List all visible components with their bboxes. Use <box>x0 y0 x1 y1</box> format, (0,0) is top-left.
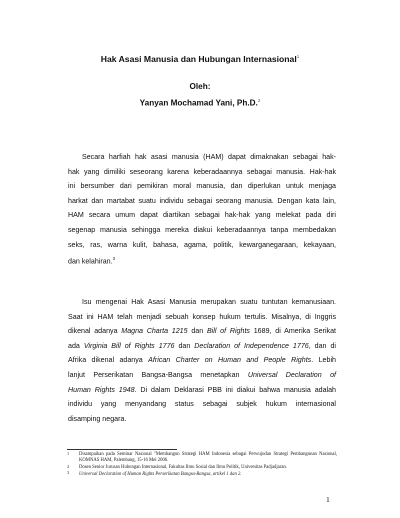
text-run: dikenal adanya <box>68 327 122 336</box>
footnote-1 <box>67 452 337 464</box>
footnote-number: 2 <box>67 463 70 469</box>
footnote-2 <box>67 465 337 471</box>
paragraph-2 <box>68 295 336 426</box>
paragraph-1-line: hak yang dimiliki seseorang karena keberadaannya sebagai manusia. Hak-hak <box>68 167 336 176</box>
paragraph-2-line: individu yang menyandang status sebagai subjek hukum internasional <box>68 400 336 409</box>
italic-text: Bill of Rights <box>206 327 250 336</box>
text-run: ada <box>68 341 84 350</box>
document-title <box>0 54 400 64</box>
text-run: , dan di <box>308 341 336 350</box>
paragraph-2-line <box>68 383 336 398</box>
paragraph-1-line: HAM secara umum dapat diartikan sebagai hak-hak yang melekat pada diri <box>68 211 336 220</box>
footnote-text: Disampaikan pada Seminar Nasional "Membangun Strategi HAM Indonesia sebagai Perwujudan Strategi Pembangunan Nasional, KOMNAS HAM, Palembang, 15-16 Mei 2006. <box>79 452 337 464</box>
footnote-separator <box>67 449 177 450</box>
paragraph-1 <box>68 150 336 269</box>
author-line <box>0 98 400 108</box>
footnote-number: 1 <box>67 450 70 456</box>
italic-text: Virginia Bill of Rights 1776 <box>83 341 175 350</box>
italic-text: Magna Charta 1215 <box>121 327 188 336</box>
paragraph-2-line <box>68 368 336 383</box>
footnote-text: Dosen Senior Jurusan Hubungan Internasional, Fakultas Ilmu Sosial dan Ilmu Politik, Universitas Padjadjaran. <box>79 465 287 470</box>
paragraph-1-line: dan kelahiran. <box>68 257 113 266</box>
paragraph-2-line: Isu mengenai Hak Asasi Manusia merupakan suatu tuntutan kemanusiaan. <box>82 298 336 306</box>
text-run: 1689, di Amerika Serikat <box>249 327 336 336</box>
paragraph-2-line: Saat ini HAM telah menjadi sebuah konsep hukum tertulis. Misalnya, di Inggris <box>68 312 336 321</box>
italic-text: African Charter on Human and People Rights <box>148 356 312 365</box>
footnote-text: Universal Declaration of Human Rights Perserikatan Bangsa-Bangsa, artikel 1 dan 2. <box>79 471 242 477</box>
italic-text: Universal Declaration of <box>247 370 336 379</box>
footnotes <box>67 452 337 479</box>
page-number: 1 <box>326 495 330 504</box>
italic-text: Declaration of Independence 1776 <box>194 341 309 350</box>
paragraph-2-line <box>68 353 336 368</box>
footnote-3 <box>67 472 337 478</box>
text-run: . Di dalam Deklarasi PBB ini diakui bahwa manusia adalah <box>134 385 336 394</box>
author-name: Yanyan Mochamad Yani, Ph.D. <box>139 98 258 108</box>
by-label: Oleh: <box>189 82 211 91</box>
paragraph-1-last-line <box>68 252 336 269</box>
paragraph-1-line: segenap manusia sehingga mereka diakui keberadaannya tanpa membedakan <box>68 225 336 234</box>
paragraph-2-line <box>68 339 336 354</box>
title-text: Hak Asasi Manusia dan Hubungan Internasional <box>100 54 297 64</box>
text-run: Afrika dikenal adanya <box>68 356 149 365</box>
paragraph-1-line: Secara harfiah hak asasi manusia (HAM) dapat dimaknakan sebagai hak- <box>82 153 336 161</box>
paragraph-2-line <box>68 324 336 339</box>
paragraph-1-line: seks, ras, warna kulit, bahasa, agama, politik, kewarganegaraan, kekayaan, <box>68 240 336 249</box>
paragraph-1-line: harkat dan martabat suatu individu sebagai seorang manusia. Dengan kata lain, <box>68 196 336 205</box>
paragraph-2-line: disamping negara. <box>68 414 127 423</box>
title-footnote-ref: 1 <box>296 54 300 60</box>
footnote-number: 3 <box>67 470 70 476</box>
text-run: dan <box>187 327 207 336</box>
footnote-ref-3: 3 <box>112 256 115 262</box>
text-run: lanjut Perserikatan Bangsa-Bangsa menetapkan <box>68 370 248 379</box>
author-footnote-ref: 2 <box>257 98 261 103</box>
text-run: dan <box>174 341 195 350</box>
paragraph-1-line: ini bersumber dari pemikiran moral manusia, dan diperlukan untuk menjaga <box>68 182 336 191</box>
text-run: . Lebih <box>311 356 336 365</box>
italic-text: Human Rights 1948 <box>68 385 135 394</box>
